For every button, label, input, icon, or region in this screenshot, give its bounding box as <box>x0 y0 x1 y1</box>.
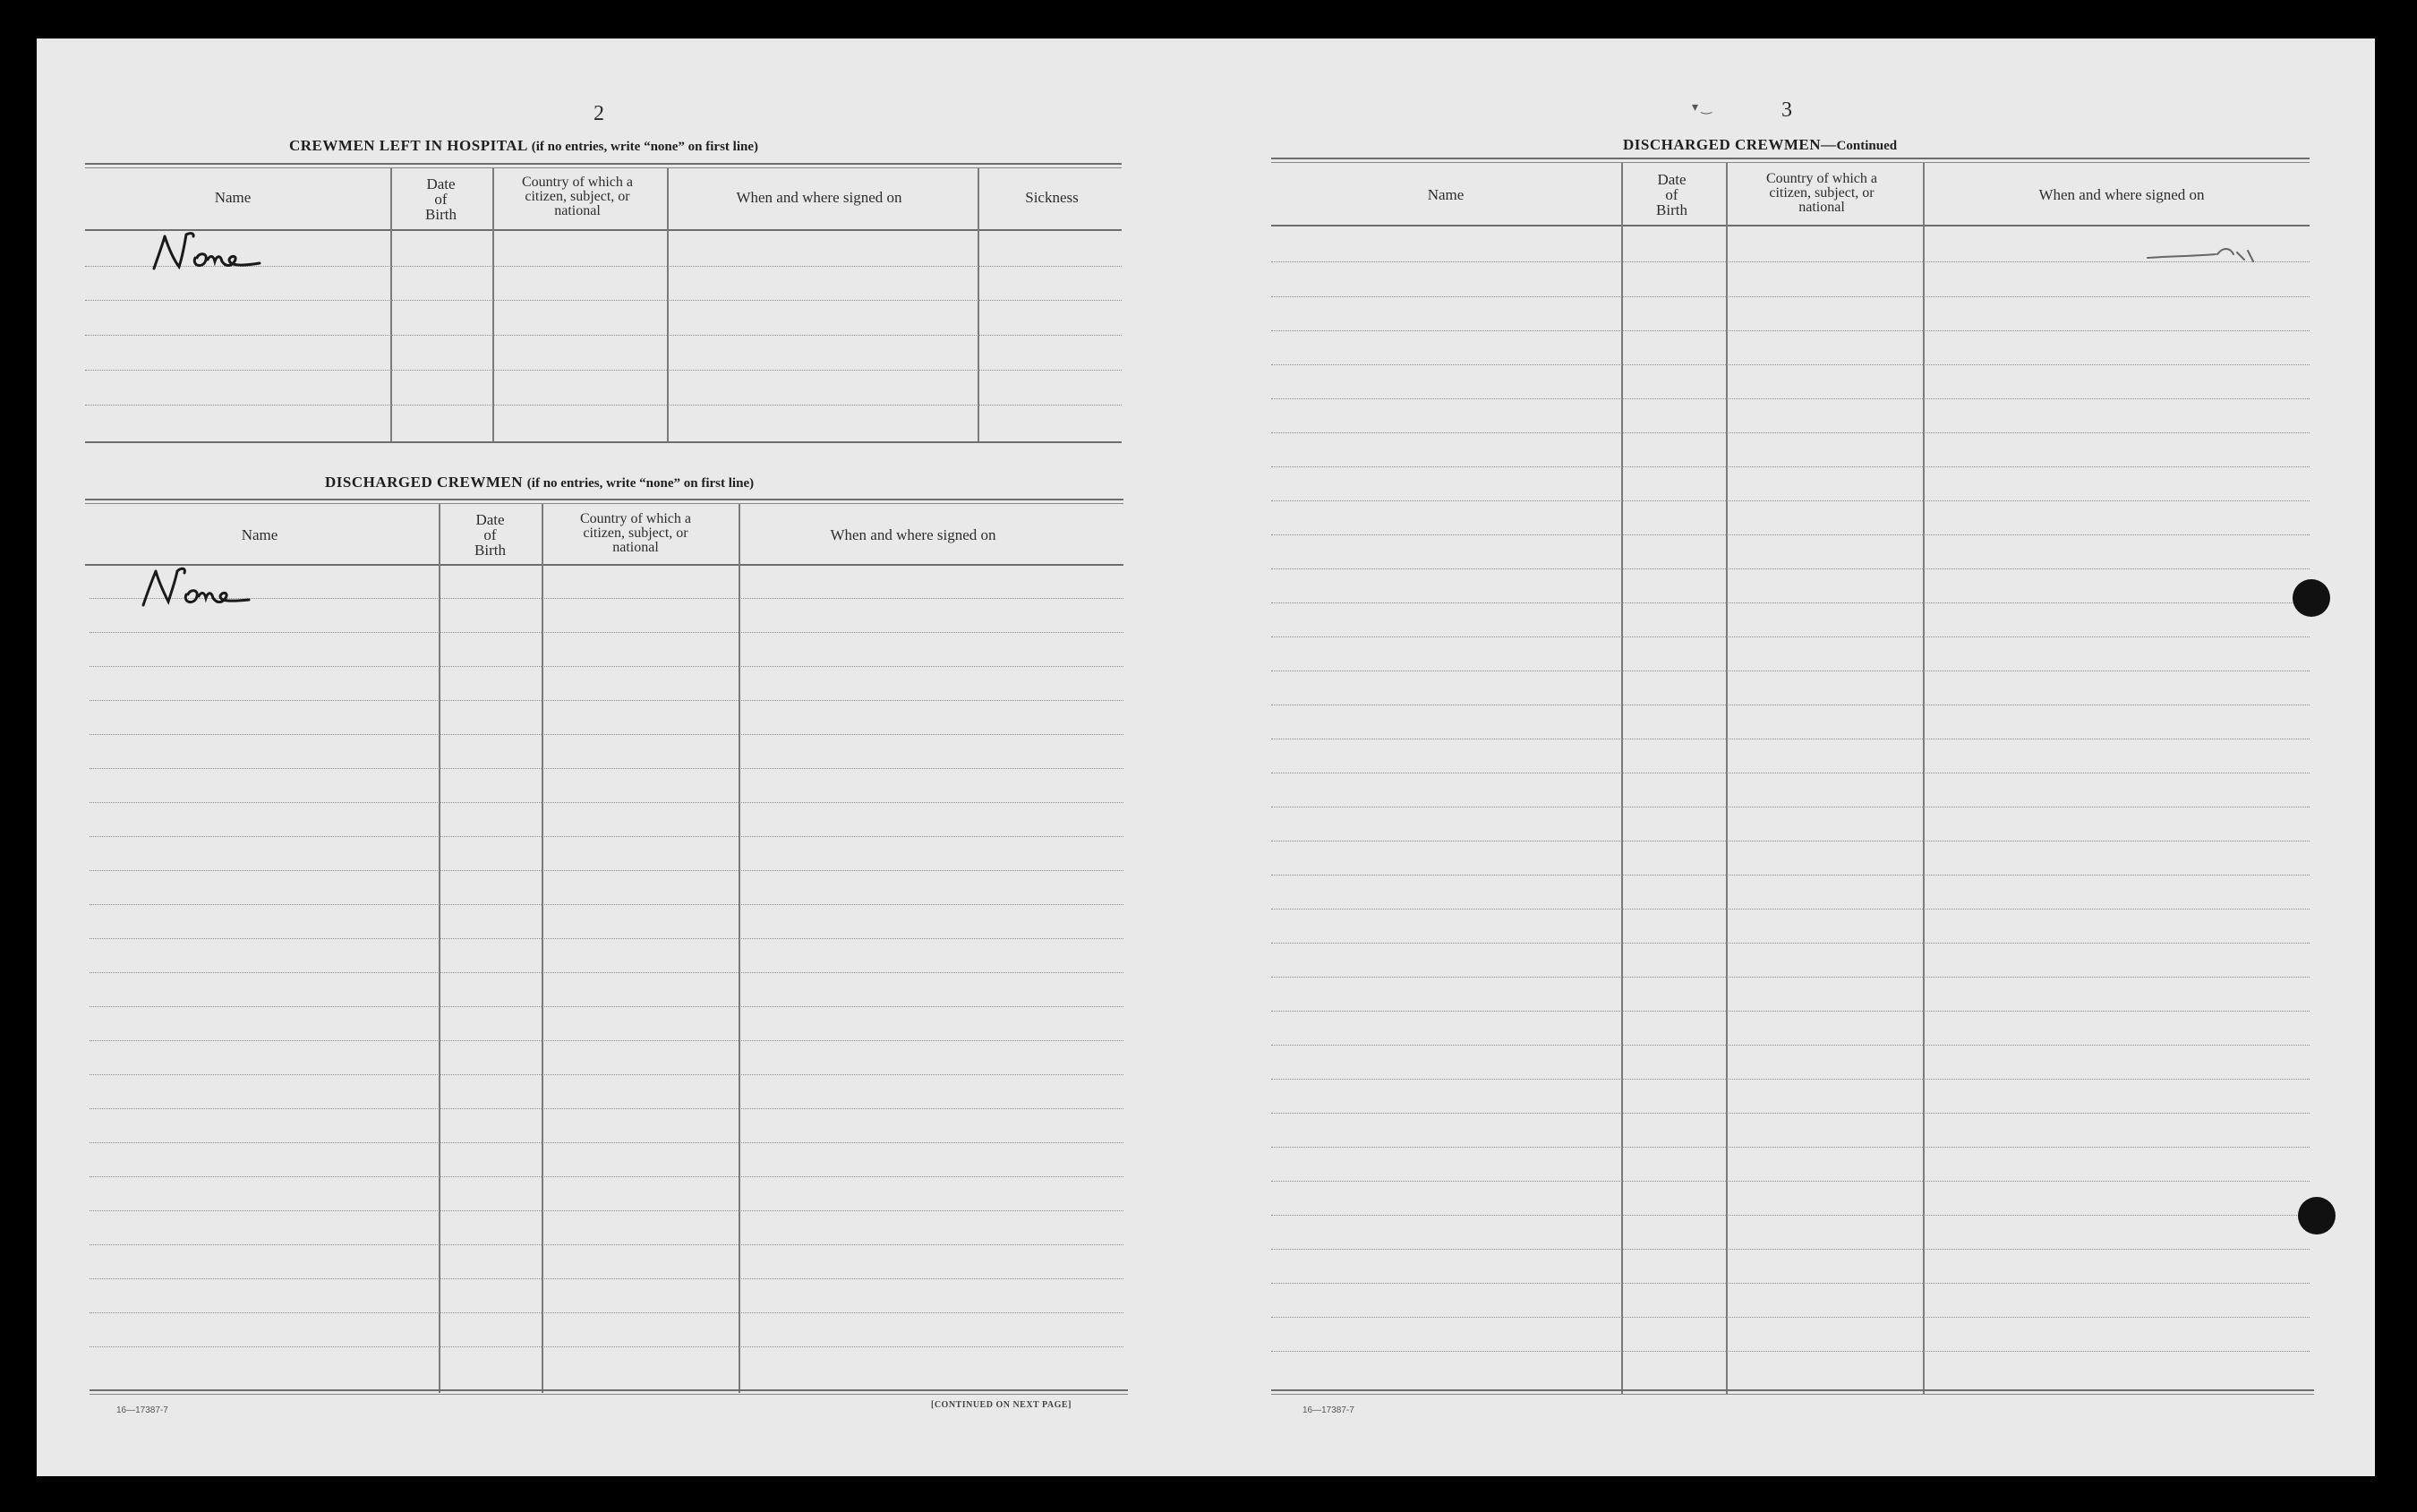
discharged-row-line <box>90 938 1123 939</box>
right-row-line <box>1271 1113 2310 1114</box>
right-header-date-of-birth: Date of Birth <box>1656 171 1687 218</box>
discharged-row-line <box>90 1278 1123 1279</box>
discharged-header-name: Name <box>241 526 278 543</box>
scanned-form-sheet <box>37 38 2375 1476</box>
discharged-row-line <box>90 700 1123 701</box>
discharged-row-line <box>90 1040 1123 1041</box>
right-bottom-rule <box>1271 1389 2314 1391</box>
discharged-row-line <box>90 1176 1123 1177</box>
discharged-handwritten-none <box>136 566 261 613</box>
right-row-line <box>1271 602 2310 603</box>
discharged-col-divider-1 <box>439 504 440 1393</box>
right-row-line <box>1271 364 2310 365</box>
right-row-line <box>1271 1215 2310 1216</box>
discharged-row-line <box>90 904 1123 905</box>
punch-hole-upper <box>2293 579 2330 617</box>
hospital-header-sickness: Sickness <box>1025 189 1079 206</box>
discharged-row-line <box>90 768 1123 769</box>
discharged-top-rule-inner <box>85 503 1123 504</box>
faint-ink-mark <box>2144 242 2269 263</box>
right-title-text: DISCHARGED CREWMEN— <box>1623 136 1837 153</box>
right-bottom-rule-inner <box>1271 1394 2314 1395</box>
right-row-line <box>1271 296 2310 297</box>
hospital-top-rule <box>85 163 1122 165</box>
hospital-row-line <box>85 405 1122 406</box>
right-row-line <box>1271 636 2310 637</box>
right-col-divider-1 <box>1621 163 1623 1394</box>
left-form-code: 16—17387-7 <box>116 1405 168 1415</box>
right-top-rule <box>1271 158 2310 159</box>
hospital-header-signed-on: When and where signed on <box>736 189 902 206</box>
hospital-col-divider-1 <box>390 168 392 442</box>
right-row-line <box>1271 500 2310 501</box>
discharged-bottom-rule <box>90 1389 1128 1391</box>
discharged-row-line <box>90 632 1123 633</box>
discharged-row-line <box>90 1312 1123 1313</box>
right-row-line <box>1271 1079 2310 1080</box>
discharged-row-line <box>90 1244 1123 1245</box>
right-header-country: Country of which a citizen, subject, or national <box>1766 171 1877 215</box>
discharged-top-rule <box>85 499 1123 500</box>
hospital-section-title <box>289 137 758 155</box>
right-row-line <box>1271 432 2310 433</box>
handwriting-none-discharged <box>136 566 261 609</box>
hospital-col-divider-3 <box>667 168 669 442</box>
discharged-title-note: (if no entries, write “none” on first line) <box>526 476 755 491</box>
discharged-row-line <box>90 734 1123 735</box>
handwriting-none-hospital <box>145 231 270 274</box>
right-row-line <box>1271 1011 2310 1012</box>
scan-speck: ▾ ‿ <box>1692 101 1712 115</box>
discharged-row-line <box>90 972 1123 973</box>
discharged-col-divider-2 <box>542 504 543 1393</box>
right-row-line <box>1271 909 2310 910</box>
right-row-line <box>1271 1181 2310 1182</box>
left-page-number: 2 <box>594 102 604 125</box>
right-top-rule-inner <box>1271 162 2310 163</box>
discharged-row-line <box>90 836 1123 837</box>
hospital-row-line <box>85 370 1122 371</box>
hospital-row-line <box>85 300 1122 301</box>
right-row-line <box>1271 1351 2310 1352</box>
hospital-top-rule-inner <box>85 167 1122 168</box>
right-row-line <box>1271 875 2310 876</box>
discharged-row-line <box>90 802 1123 803</box>
hospital-header-country: Country of which a citizen, subject, or national <box>522 175 633 218</box>
discharged-header-signed-on: When and where signed on <box>830 526 996 543</box>
right-row-line <box>1271 943 2310 944</box>
right-row-line <box>1271 1283 2310 1284</box>
punch-hole-lower <box>2298 1197 2336 1234</box>
hospital-col-divider-2 <box>492 168 494 442</box>
discharged-bottom-rule-inner <box>90 1394 1128 1395</box>
right-row-line <box>1271 466 2310 467</box>
discharged-header-country: Country of which a citizen, subject, or national <box>580 511 691 555</box>
right-page-number: 3 <box>1781 98 1792 122</box>
discharged-row-line <box>90 1346 1123 1347</box>
right-col-divider-2 <box>1726 163 1728 1394</box>
discharged-row-line <box>90 870 1123 871</box>
right-row-line <box>1271 977 2310 978</box>
right-row-line <box>1271 568 2310 569</box>
hospital-header-name: Name <box>214 189 252 206</box>
right-header-name: Name <box>1427 186 1465 203</box>
right-row-line <box>1271 534 2310 535</box>
hospital-title-text: CREWMEN LEFT IN HOSPITAL <box>289 137 527 154</box>
discharged-col-divider-3 <box>739 504 740 1393</box>
discharged-row-line <box>90 1210 1123 1211</box>
continued-on-next-page-note: [CONTINUED ON NEXT PAGE] <box>931 1400 1072 1410</box>
right-row-line <box>1271 1317 2310 1318</box>
right-row-line <box>1271 330 2310 331</box>
discharged-row-line <box>90 1074 1123 1075</box>
right-row-line <box>1271 1249 2310 1250</box>
discharged-row-line <box>90 1108 1123 1109</box>
hospital-handwritten-none <box>145 231 270 278</box>
discharged-title-text: DISCHARGED CREWMEN <box>325 474 524 491</box>
right-title-suffix: Continued <box>1836 139 1898 153</box>
hospital-header-date-of-birth: Date of Birth <box>425 175 457 223</box>
right-row-line <box>1271 398 2310 399</box>
right-section-title <box>1623 136 1897 154</box>
right-form-code: 16—17387-7 <box>1302 1405 1354 1415</box>
bleed-through-mark <box>2144 242 2269 268</box>
hospital-row-line <box>85 335 1122 336</box>
right-col-divider-3 <box>1923 163 1925 1394</box>
discharged-row-line <box>90 1006 1123 1007</box>
right-header-bottom-rule <box>1271 225 2310 226</box>
hospital-title-note: (if no entries, write “none” on first line) <box>531 140 758 154</box>
right-row-line <box>1271 1147 2310 1148</box>
hospital-bottom-rule <box>85 441 1122 443</box>
right-row-line <box>1271 1045 2310 1046</box>
discharged-header-date-of-birth: Date of Birth <box>474 511 506 559</box>
discharged-section-title <box>325 474 754 491</box>
right-header-signed-on: When and where signed on <box>2038 186 2205 203</box>
hospital-col-divider-4 <box>978 168 979 442</box>
discharged-row-line <box>90 1142 1123 1143</box>
discharged-row-line <box>90 666 1123 667</box>
